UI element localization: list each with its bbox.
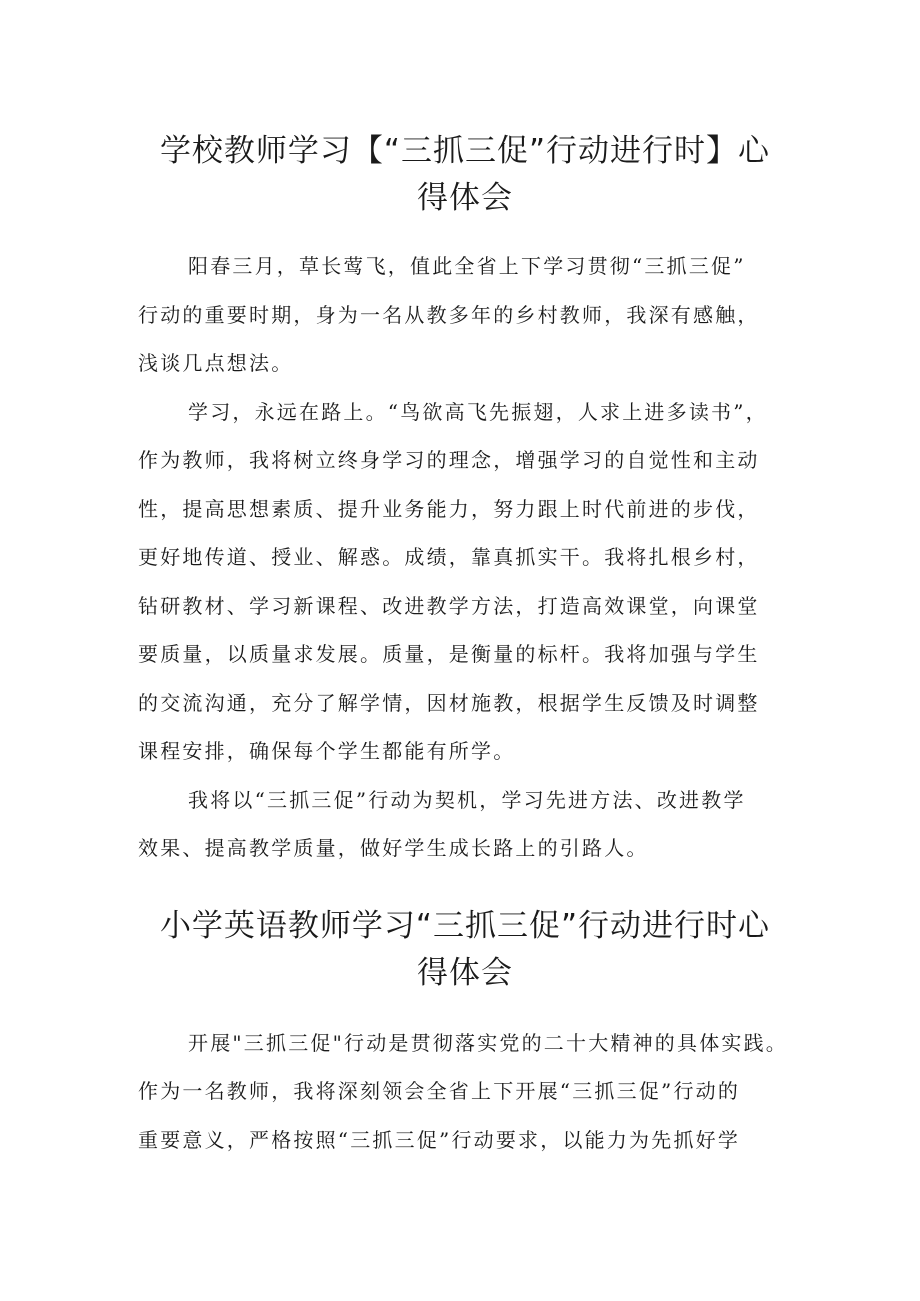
paragraph-line: 阳春三月，草长莺飞，值此全省上下学习贯彻“三抓三促”	[188, 254, 746, 278]
article-2-paragraph-1	[138, 1019, 792, 1165]
paragraph-line: 开展"三抓三促"行动是贯彻落实党的二十大精神的具体实践。	[188, 1030, 788, 1055]
paragraph-line: 重要意义，严格按照“三抓三促”行动要求，以能力为先抓好学	[138, 1127, 741, 1152]
paragraph-line: 的交流沟通，充分了解学情，因材施教，根据学生反馈及时调整	[138, 690, 760, 715]
paragraph-line: 浅谈几点想法。	[138, 351, 294, 375]
paragraph-line: 作为教师，我将树立终身学习的理念，增强学习的自觉性和主动	[138, 448, 760, 472]
article-2-title-line-1: 小学英语教师学习“三抓三促”行动进行时心	[159, 907, 771, 944]
article-1-paragraph-1	[138, 242, 792, 388]
paragraph-line: 性，提高思想素质、提升业务能力，努力跟上时代前进的步伐，	[138, 496, 760, 521]
paragraph-line: 效果、提高教学质量，做好学生成长路上的引路人。	[138, 836, 649, 860]
paragraph-line: 要质量，以质量求发展。质量，是衡量的标杆。我将加强与学生	[138, 642, 760, 666]
article-2-title	[138, 903, 792, 997]
article-1-title-line-1: 学校教师学习【“三抓三促”行动进行时】心	[159, 133, 771, 169]
article-1-title	[138, 128, 792, 222]
article-1-paragraph-2	[138, 388, 792, 776]
article-2-title-line-2: 得体会	[417, 954, 513, 991]
paragraph-line: 钻研教材、学习新课程、改进教学方法，打造高效课堂，向课堂	[138, 593, 760, 618]
article-1-title-line-2: 得体会	[417, 180, 513, 216]
paragraph-line: 更好地传道、授业、解惑。成绩，靠真抓实干。我将扎根乡村，	[138, 545, 760, 569]
paragraph-line: 课程安排，确保每个学生都能有所学。	[138, 739, 516, 763]
paragraph-line: 学习，永远在路上。“鸟欲高飞先振翅，人求上进多读书”，	[188, 399, 768, 424]
paragraph-line: 作为一名教师，我将深刻领会全省上下开展“三抓三促”行动的	[138, 1079, 741, 1103]
paragraph-line: 我将以“三抓三促”行动为契机，学习先进方法、改进教学	[188, 787, 746, 812]
article-1-paragraph-3	[138, 776, 792, 873]
paragraph-line: 行动的重要时期，身为一名从教多年的乡村教师，我深有感触，	[138, 302, 760, 327]
